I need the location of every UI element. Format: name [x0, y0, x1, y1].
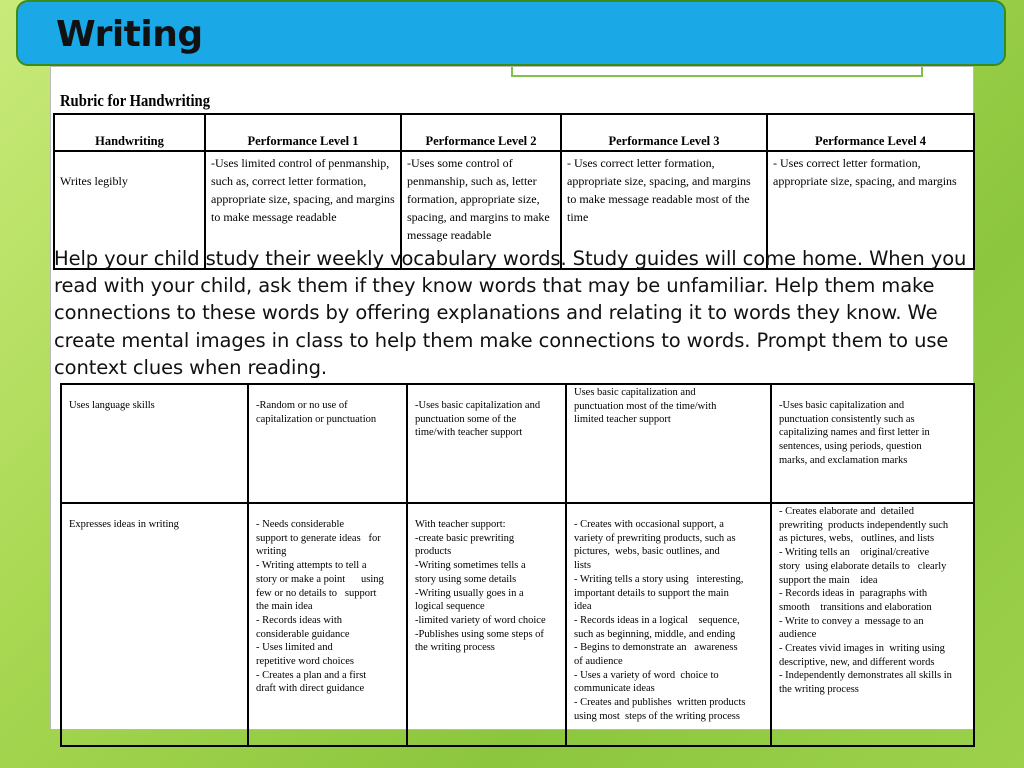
cell-line: audience	[779, 629, 817, 641]
skill-cell: Expresses ideas in writing	[61, 503, 248, 746]
table-cell: Writes legibly	[54, 151, 205, 269]
cell-line: punctuation most of the time/with	[574, 400, 717, 412]
document-page	[50, 66, 974, 730]
cell-line: - Writing tells an original/creative	[779, 547, 930, 559]
cell-line: Uses basic capitalization and	[574, 387, 696, 398]
cell-line: - Records ideas with	[256, 614, 343, 626]
cell-line: marks, and exclamation marks	[779, 454, 908, 466]
cell-line: - Creates elaborate and detailed	[779, 506, 914, 517]
level-cell	[407, 384, 566, 503]
level-cell	[566, 384, 771, 503]
table-cell: - Uses correct letter formation, appropriate size, spacing, and margins to make message readable most of the time	[561, 151, 767, 269]
slide-title-bar	[16, 0, 1006, 66]
cell-line: -Random or no use of	[256, 400, 348, 411]
cell-line: - Needs considerable	[256, 519, 345, 530]
cell-line: punctuation consistently such as	[779, 413, 915, 425]
level-cell	[771, 384, 974, 503]
cell-line: story using elaborate details to clearly	[779, 560, 947, 572]
cell-line: products	[415, 546, 452, 558]
cell-line: punctuation some of the	[415, 413, 517, 425]
cell-line: - Writing tells a story using interesting,	[574, 573, 744, 585]
table-header-row	[54, 114, 974, 151]
cell-line: as pictures, webs, outlines, and lists	[779, 533, 935, 545]
cell-line: - Writing attempts to tell a	[256, 560, 367, 572]
cell-line: -Uses basic capitalization and	[415, 400, 541, 411]
cell-line: With teacher support:	[415, 519, 506, 530]
cell-line: - Creates a plan and a first	[256, 669, 367, 681]
cell-line: variety of prewriting products, such as	[574, 532, 736, 544]
cell-line: - Write to convey a message to an	[779, 615, 924, 627]
cell-line: capitalizing names and first letter in	[779, 427, 930, 439]
header-cell: Performance Level 4	[767, 114, 974, 151]
cell-line: repetitive word choices	[256, 656, 354, 668]
cell-line: lists	[574, 560, 591, 572]
vocabulary-help-paragraph: Help your child study their weekly vocabulary words. Study guides will come home. When you read with your child, ask them if they know words that may be unfamiliar. Help them make connections to these words by offering explanations and relating it to words they know. We create mental images in class to help them make connections to words. Prompt them to use context clues when reading.	[54, 247, 967, 379]
cell-line: prewriting products independently such	[779, 519, 949, 531]
cell-line: the main idea	[256, 601, 313, 613]
slide-title: Writing	[56, 14, 203, 55]
cell-line: time/with teacher support	[415, 427, 523, 439]
cell-line: - Records ideas in paragraphs with	[779, 588, 928, 600]
table-cell: -Uses some control of penmanship, such as, letter formation, appropriate size, spacing, and margins to make message readable	[401, 151, 561, 269]
cell-line: support the main idea	[779, 574, 878, 586]
cell-line: -Uses basic capitalization and	[779, 400, 905, 411]
level-cell	[248, 503, 407, 746]
level-cell	[248, 384, 407, 503]
cell-line: support to generate ideas for	[256, 532, 381, 544]
cell-line: -Publishes using some steps of	[415, 628, 544, 640]
cell-line: the writing process	[415, 642, 495, 654]
rubric-title: Rubric for Handwriting	[60, 91, 211, 110]
header-cell: Handwriting	[54, 114, 205, 151]
table-cell: -Uses limited control of penmanship, such as, correct letter formation, appropriate size, spacing, and margins to make message readable	[205, 151, 401, 269]
cell-line: story using some details	[415, 573, 517, 585]
table-row	[61, 384, 974, 503]
cell-line: - Begins to demonstrate an awareness	[574, 642, 738, 654]
cell-line: few or no details to support	[256, 587, 377, 599]
table-cell: - Uses correct letter formation, appropriate size, spacing, and margins	[767, 151, 974, 269]
header-cell: Performance Level 1	[205, 114, 401, 151]
header-cell: Performance Level 2	[401, 114, 561, 151]
cell-line: - Creates and publishes written products	[574, 697, 746, 709]
cell-line: descriptive, new, and different words	[779, 656, 935, 668]
cell-line: - Creates with occasional support, a	[574, 519, 724, 530]
cell-line: -Writing sometimes tells a	[415, 560, 526, 572]
empty-frame	[511, 67, 923, 77]
cell-line: capitalization or punctuation	[256, 413, 377, 425]
cell-line: -create basic prewriting	[415, 532, 515, 544]
cell-line: - Uses a variety of word choice to	[574, 669, 719, 681]
cell-line: communicate ideas	[574, 683, 655, 695]
level-cell	[566, 503, 771, 746]
cell-line: - Independently demonstrates all skills in	[779, 670, 952, 682]
cell-line: story or make a point using	[256, 573, 384, 585]
cell-line: such as beginning, middle, and ending	[574, 628, 736, 640]
cell-line: considerable guidance	[256, 628, 350, 640]
cell-line: logical sequence	[415, 601, 485, 613]
cell-line: - Uses limited and	[256, 642, 333, 654]
level-cell	[771, 503, 974, 746]
cell-line: -Writing usually goes in a	[415, 587, 524, 599]
cell-line: - Creates vivid images in writing using	[779, 643, 945, 655]
cell-line: smooth transitions and elaboration	[779, 601, 932, 613]
table-row	[61, 503, 974, 746]
skill-cell: Uses language skills	[61, 384, 248, 503]
cell-line: limited teacher support	[574, 414, 671, 426]
cell-line: -limited variety of word choice	[415, 614, 546, 626]
cell-line: draft with direct guidance	[256, 683, 365, 695]
level-cell	[407, 503, 566, 746]
cell-line: pictures, webs, basic outlines, and	[574, 546, 720, 558]
writing-rubric-table	[60, 383, 975, 747]
cell-line: idea	[574, 601, 592, 613]
cell-line: of audience	[574, 656, 623, 668]
cell-line: important details to support the main	[574, 587, 729, 599]
cell-line: sentences, using periods, question	[779, 441, 922, 453]
header-cell: Performance Level 3	[561, 114, 767, 151]
cell-line: - Records ideas in a logical sequence,	[574, 614, 740, 626]
cell-line: writing	[256, 546, 287, 558]
cell-line: the writing process	[779, 684, 859, 696]
cell-line: using most steps of the writing process	[574, 710, 740, 722]
